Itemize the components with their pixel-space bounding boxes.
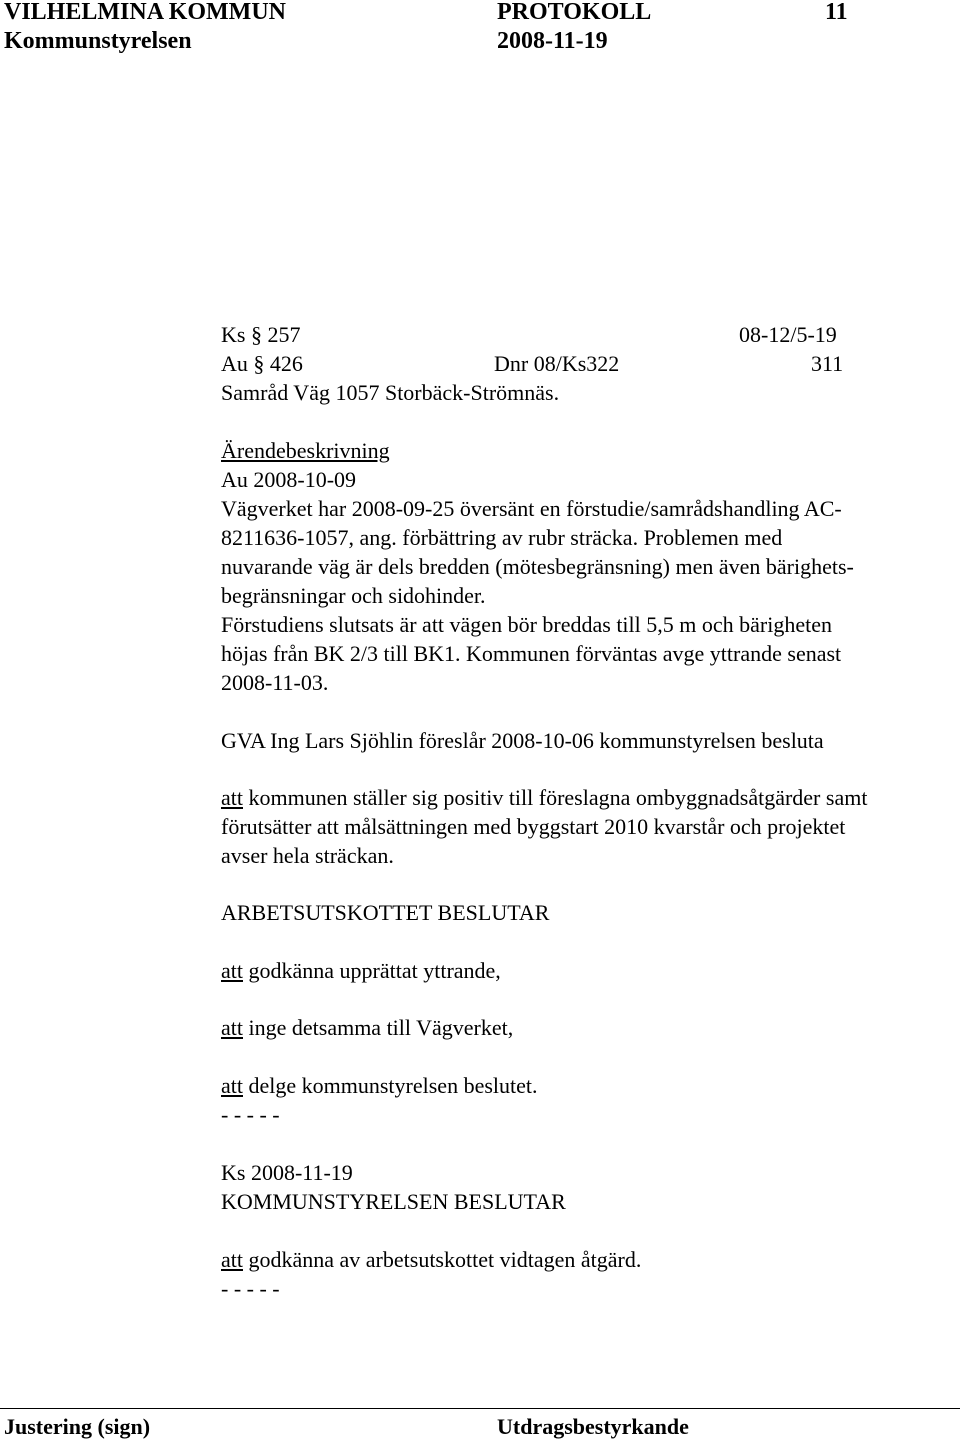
decision-text: inge detsamma till Vägverket, (243, 1015, 514, 1040)
decision-text: godkänna av arbetsutskottet vidtagen åtgärd. (243, 1247, 642, 1272)
att-keyword: att (221, 958, 243, 983)
meeting-date: 2008-11-19 (497, 28, 608, 54)
au-reference (221, 349, 303, 378)
au-decision-heading: ARBETSUTSKOTTET BESLUTAR (221, 900, 550, 925)
description-line: 8211636-1057, ang. förbättring av rubr sträcka. Problemen med (221, 525, 783, 550)
description-line: höjas från BK 2/3 till BK1. Kommunen förväntas avge yttrande senast (221, 641, 842, 666)
proposal-line: avser hela sträckan. (221, 843, 394, 868)
ks-reference (221, 320, 300, 349)
separator: - - - - - (221, 1276, 280, 1301)
case-ref: 08-12/5-19 (739, 322, 837, 347)
description-heading: Ärendebeskrivning (221, 438, 390, 463)
document-type: PROTOKOLL (497, 0, 652, 25)
committee-name: Kommunstyrelsen (4, 28, 192, 54)
decision-text: delge kommunstyrelsen beslutet. (243, 1073, 538, 1098)
description-line: Vägverket har 2008-09-25 översänt en förstudie/samrådshandling AC- (221, 496, 842, 521)
au-decision-item (221, 956, 501, 985)
section-symbol: § (253, 351, 265, 376)
ks-decision-heading: KOMMUNSTYRELSEN BESLUTAR (221, 1189, 566, 1214)
separator: - - - - - (221, 1102, 280, 1127)
decision-text: godkänna upprättat yttrande, (243, 958, 501, 983)
description-line: Förstudiens slutsats är att vägen bör breddas till 5,5 m och bärigheten (221, 612, 832, 637)
description-line: nuvarande väg är dels bredden (mötesbegränsning) men även bärighets- (221, 554, 854, 579)
ks-decision-item (221, 1245, 641, 1274)
municipality-name: VILHELMINA KOMMUN (4, 0, 286, 25)
page-number: 11 (825, 0, 848, 25)
description-line: begränsningar och sidohinder. (221, 583, 486, 608)
diary-number: Dnr 08/Ks322 (494, 351, 620, 376)
proposal-intro: GVA Ing Lars Sjöhlin föreslår 2008-10-06 kommunstyrelsen besluta (221, 728, 824, 753)
ks-number: 257 (267, 322, 301, 347)
footer-utdragsbestyrkande: Utdragsbestyrkande (497, 1414, 689, 1439)
au-number: 426 (269, 351, 303, 376)
case-subject: Samråd Väg 1057 Storbäck-Strömnäs. (221, 380, 560, 405)
description-line: Au 2008-10-09 (221, 467, 357, 492)
description-line: 2008-11-03. (221, 670, 329, 695)
au-decision-item (221, 1071, 538, 1100)
footer-justering: Justering (sign) (4, 1414, 151, 1439)
au-label: Au (221, 351, 248, 376)
att-keyword: att (221, 1073, 243, 1098)
case-code: 311 (811, 351, 844, 376)
ks-date-line: Ks 2008-11-19 (221, 1160, 353, 1185)
proposal-line: förutsätter att målsättningen med byggstart 2010 kvarstår och projektet (221, 814, 846, 839)
proposal-text: kommunen ställer sig positiv till föreslagna ombyggnadsåtgärder samt (243, 785, 868, 810)
att-keyword: att (221, 785, 243, 810)
proposal-line (221, 783, 867, 812)
au-decision-item (221, 1013, 513, 1042)
section-symbol: § (250, 322, 262, 347)
att-keyword: att (221, 1015, 243, 1040)
footer-divider (0, 1408, 960, 1409)
att-keyword: att (221, 1247, 243, 1272)
ks-label: Ks (221, 322, 246, 347)
